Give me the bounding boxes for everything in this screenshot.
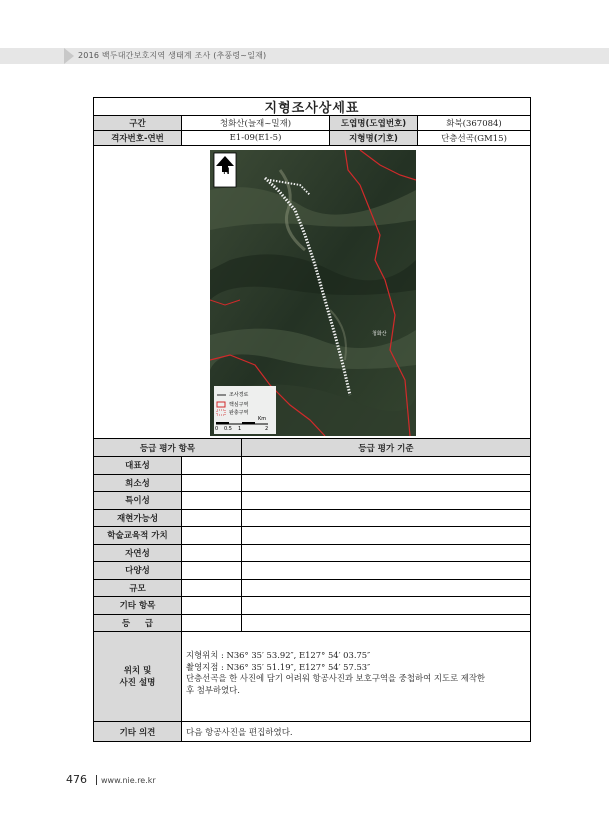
running-header: 2016 백두대간보호지역 생태계 조사 (추풍령~일재) <box>78 51 267 60</box>
terrain-position: 지형위치 : N36° 35′ 53.92″, E127° 54′ 03.75″ <box>186 650 371 660</box>
footer-divider <box>96 775 97 785</box>
eval-row-label: 특이성 <box>94 492 182 510</box>
eval-item-header: 등급 평가 항목 <box>94 439 242 457</box>
eval-row-label: 학술교육적 가치 <box>94 527 182 545</box>
aerial-map <box>210 150 416 436</box>
scale-tick-05: 0.5 <box>224 426 232 432</box>
eval-row-label: 자연성 <box>94 545 182 563</box>
eval-row-criteria <box>242 597 530 615</box>
eval-row-criteria <box>242 615 530 633</box>
location-label <box>94 632 182 722</box>
landform-label: 지형명(기호) <box>330 131 418 146</box>
eval-row-criteria <box>242 545 530 563</box>
location-label-line2: 사진 설명 <box>119 677 156 688</box>
eval-row-grade <box>182 580 242 598</box>
grid-number-label: 격자번호-연번 <box>94 131 182 146</box>
eval-row-grade <box>182 615 242 633</box>
header-tab-marker <box>64 48 74 64</box>
eval-row-criteria <box>242 562 530 580</box>
terrain-survey-sheet <box>93 97 531 742</box>
scale-tick-2: 2 <box>265 426 269 432</box>
eval-row-label: 재현가능성 <box>94 510 182 528</box>
eval-row-label: 등 급 <box>94 615 182 633</box>
legend-core-zone: 핵심구역 <box>229 402 249 408</box>
eval-row-label: 대표성 <box>94 457 182 475</box>
map-place-label: 청화산 <box>372 331 387 337</box>
eval-row-criteria <box>242 527 530 545</box>
location-label-line1: 위치 및 <box>123 665 152 676</box>
eval-row-criteria <box>242 492 530 510</box>
eval-row-grade <box>182 475 242 493</box>
scale-tick-1: 1 <box>238 426 242 432</box>
landform-value: 단층선곡(GM15) <box>418 131 530 146</box>
eval-row-label: 희소성 <box>94 475 182 493</box>
section-label: 구간 <box>94 116 182 131</box>
description-line: 후 첨부하였다. <box>186 684 240 695</box>
eval-row-grade <box>182 597 242 615</box>
scale-tick-0: 0 <box>215 426 219 432</box>
eval-row-criteria <box>242 457 530 475</box>
north-label: N <box>223 167 230 177</box>
eval-row-grade <box>182 492 242 510</box>
eval-criteria-header: 등급 평가 기준 <box>242 439 530 457</box>
eval-row-grade <box>182 562 242 580</box>
eval-row-label: 기타 항목 <box>94 597 182 615</box>
eval-row-grade <box>182 545 242 563</box>
eval-row-criteria <box>242 510 530 528</box>
eval-row-grade <box>182 510 242 528</box>
eval-row-label: 다양성 <box>94 562 182 580</box>
description-line: 단층선곡을 한 사진에 담기 어려워 항공사진과 보호구역을 중첩하여 지도로 제작한 <box>186 673 486 683</box>
grid-number-value: E1-09(E1-5) <box>182 131 330 146</box>
sheet-title: 지형조사상세표 <box>94 98 530 116</box>
eval-row-label: 규모 <box>94 580 182 598</box>
photo-point: 촬영지점 : N36° 35′ 51.19″, E127° 54′ 57.53″ <box>186 661 371 672</box>
other-opinion-label: 기타 의견 <box>94 722 182 741</box>
section-value: 청화산(늘재~밀재) <box>182 116 330 131</box>
map-area <box>94 146 530 439</box>
eval-row-criteria <box>242 580 530 598</box>
scale-unit: Km <box>258 416 267 422</box>
legend-survey-route: 조사경로 <box>229 392 249 398</box>
eval-row-grade <box>182 457 242 475</box>
page-number: 476 <box>66 773 87 786</box>
mapsheet-value: 화북(367084) <box>418 116 530 131</box>
eval-row-grade <box>182 527 242 545</box>
legend-buffer-zone: 완충구역 <box>229 410 249 416</box>
footer-url: www.nie.re.kr <box>101 776 156 785</box>
other-opinion-value: 다음 항공사진을 편집하였다. <box>186 727 293 738</box>
mapsheet-label: 도엽명(도엽번호) <box>330 116 418 131</box>
eval-row-criteria <box>242 475 530 493</box>
location-description <box>182 632 530 722</box>
